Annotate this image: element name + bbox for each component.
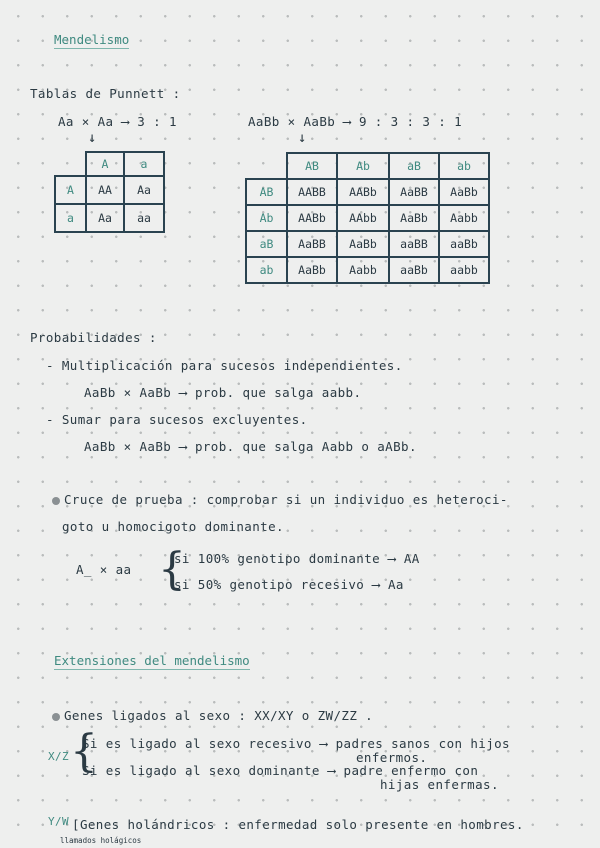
- table-corner: [55, 152, 86, 176]
- test-cross-formula: A_ × aa: [76, 562, 132, 577]
- column-header: AB: [287, 153, 337, 179]
- table-cell: aabb: [439, 257, 489, 283]
- table-cell: AABb: [287, 205, 337, 231]
- table-cell: Aa: [86, 204, 124, 232]
- table-cell: AaBB: [287, 231, 337, 257]
- multiplication-example: AaBb × AaBb ⟶ prob. que salga aabb.: [84, 385, 362, 400]
- row-header: Ab: [246, 205, 287, 231]
- dominant-line-2: hijas enfermas.: [380, 777, 499, 792]
- sex-linked-genes: Genes ligados al sexo : XX/XY o ZW/ZZ .: [52, 708, 373, 723]
- dihybrid-table: [245, 152, 490, 284]
- bullet-icon: [52, 713, 60, 721]
- monohybrid-cross: Aa × Aa ⟶ 3 : 1: [58, 114, 177, 129]
- column-header: A: [86, 152, 124, 176]
- column-header: a: [124, 152, 164, 176]
- row-header: aB: [246, 231, 287, 257]
- brace-icon: {: [70, 726, 98, 777]
- table-cell: AA: [86, 176, 124, 204]
- dihybrid-cross: AaBb × AaBb ⟶ 9 : 3 : 3 : 1: [248, 114, 462, 129]
- table-cell: AaBb: [439, 179, 489, 205]
- table-cell: Aabb: [337, 257, 389, 283]
- table-cell: aaBB: [389, 231, 439, 257]
- dominant-line-1: Si es ligado al sexo dominante ⟶ padre enfermo con: [82, 763, 479, 778]
- test-cross-line-1: Cruce de prueba : comprobar si un individuo es heteroci-: [52, 492, 508, 507]
- row-header: A: [55, 176, 86, 204]
- table-corner: [246, 153, 287, 179]
- page-title: Mendelismo: [54, 32, 130, 47]
- down-arrow-icon: ↓: [88, 130, 97, 146]
- row-header: ab: [246, 257, 287, 283]
- xz-label: X/Z: [48, 750, 70, 763]
- column-header: aB: [389, 153, 439, 179]
- brace-icon: {: [158, 544, 186, 595]
- row-header: a: [55, 204, 86, 232]
- table-cell: AaBb: [337, 231, 389, 257]
- holandric-genes: [Genes holándricos : enfermedad solo presente en hombres.: [72, 817, 524, 832]
- recessive-line-2: enfermos.: [356, 750, 428, 765]
- test-cross-option-recessive: si 50% genotipo recesivo ⟶ Aa: [174, 577, 404, 592]
- table-cell: AaBb: [287, 257, 337, 283]
- bullet-icon: [52, 497, 60, 505]
- test-cross-option-dominant: si 100% genotipo dominante ⟶ AA: [174, 551, 420, 566]
- yw-label: Y/W: [48, 815, 70, 828]
- table-cell: aa: [124, 204, 164, 232]
- table-cell: Aa: [124, 176, 164, 204]
- multiplication-rule: - Multiplicación para sucesos independientes.: [46, 358, 403, 373]
- table-cell: AABB: [287, 179, 337, 205]
- table-cell: AaBB: [389, 179, 439, 205]
- holandric-note: llamados holágicos: [60, 836, 142, 845]
- column-header: ab: [439, 153, 489, 179]
- table-cell: AABb: [337, 179, 389, 205]
- monohybrid-table: [54, 151, 165, 233]
- table-cell: aaBb: [439, 231, 489, 257]
- probabilities-heading: Probabilidades :: [30, 330, 157, 345]
- test-cross-line-2: goto u homocigoto dominante.: [62, 519, 284, 534]
- sum-rule: - Sumar para sucesos excluyentes.: [46, 412, 308, 427]
- table-cell: AAbb: [337, 205, 389, 231]
- table-cell: aaBb: [389, 257, 439, 283]
- recessive-line-1: Si es ligado al sexo recesivo ⟶ padres sanos con hijos: [82, 736, 510, 751]
- row-header: AB: [246, 179, 287, 205]
- sum-example: AaBb × AaBb ⟶ prob. que salga Aabb o aABb.: [84, 439, 417, 454]
- punnett-heading: Tablas de Punnett :: [30, 86, 181, 101]
- table-cell: AaBb: [389, 205, 439, 231]
- down-arrow-icon: ↓: [298, 130, 307, 146]
- table-cell: Aabb: [439, 205, 489, 231]
- column-header: Ab: [337, 153, 389, 179]
- extensions-heading: Extensiones del mendelismo: [54, 653, 250, 668]
